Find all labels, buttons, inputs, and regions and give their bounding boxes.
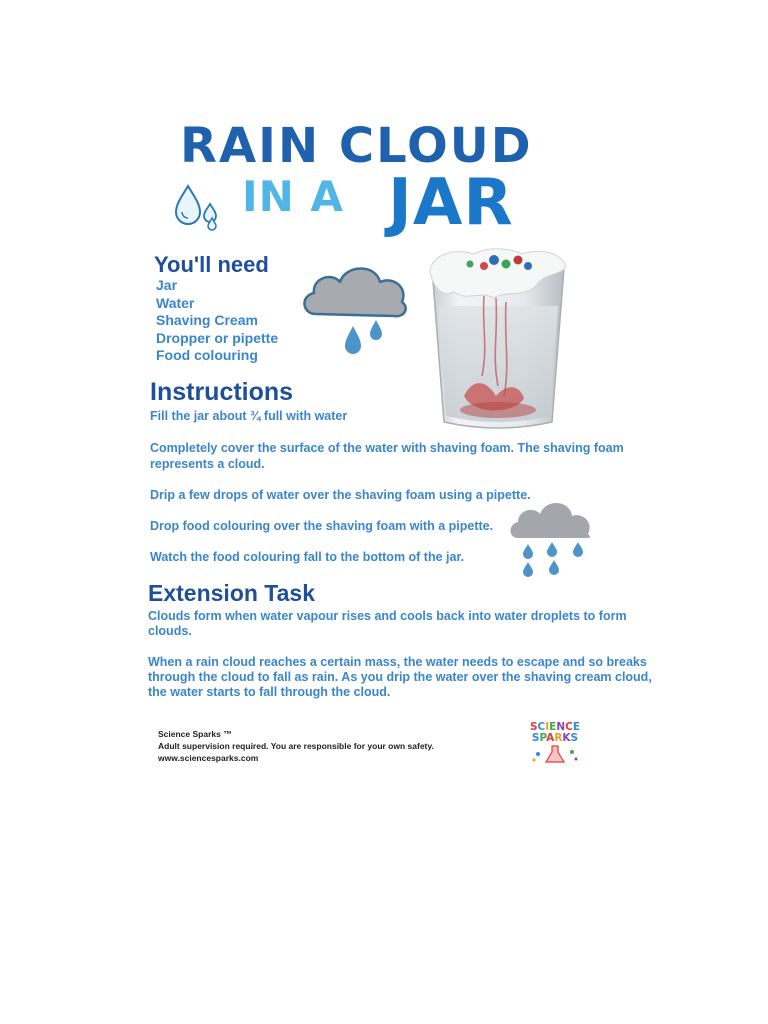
science-sparks-logo <box>526 722 584 770</box>
jar-photo <box>424 246 570 432</box>
footer-url: www.sciencesparks.com <box>158 753 259 763</box>
needs-item: Food colouring <box>156 347 258 363</box>
extension-text <box>148 655 652 700</box>
footer-brand: Science Sparks ™ <box>158 729 232 739</box>
needs-item: Shaving Cream <box>156 312 258 328</box>
extension-heading: Extension Task <box>148 580 316 606</box>
needs-heading: You'll need <box>154 252 269 277</box>
extension-line: the water starts to fall through the cloud. <box>148 685 391 699</box>
instructions-heading: Instructions <box>150 378 294 406</box>
rain-cloud-icon <box>506 494 594 584</box>
logo-text-line1: SCIENCE <box>529 721 581 733</box>
extension-line: through the cloud to fall as rain. As you drip the water over the shaving cream cloud, <box>148 670 652 684</box>
rain-cloud-icon <box>298 258 412 362</box>
instruction-step: Drip a few drops of water over the shaving foam using a pipette. <box>150 488 531 502</box>
logo-flask-icon <box>526 744 584 764</box>
title-jar: JAR <box>388 166 514 240</box>
extension-text <box>148 609 638 639</box>
instruction-step: Fill the jar about ¾ full with water <box>150 409 348 423</box>
footer-safety: Adult supervision required. You are responsible for your own safety. <box>158 741 434 751</box>
logo-text-line2: SPARKS <box>531 732 579 744</box>
water-drops-icon <box>172 182 224 232</box>
needs-item: Jar <box>156 277 178 293</box>
needs-list <box>156 277 278 365</box>
title-in-a: IN A <box>242 172 344 221</box>
instruction-step: represents a cloud. <box>150 457 265 471</box>
instruction-step: Completely cover the surface of the water with shaving foam. The shaving foam <box>150 441 624 455</box>
extension-line: clouds. <box>148 624 192 638</box>
needs-item: Dropper or pipette <box>156 329 279 346</box>
instruction-step: Watch the food colouring fall to the bottom of the jar. <box>150 550 465 564</box>
footer <box>158 728 434 764</box>
needs-item: Water <box>156 294 195 311</box>
extension-line: Clouds form when water vapour rises and cools back into water droplets to form <box>148 609 627 623</box>
title-rain-cloud: RAIN CLOUD <box>180 118 533 174</box>
extension-line: When a rain cloud reaches a certain mass, the water needs to escape and so breaks <box>148 655 647 669</box>
instruction-step: Drop food colouring over the shaving foam with a pipette. <box>150 519 494 533</box>
